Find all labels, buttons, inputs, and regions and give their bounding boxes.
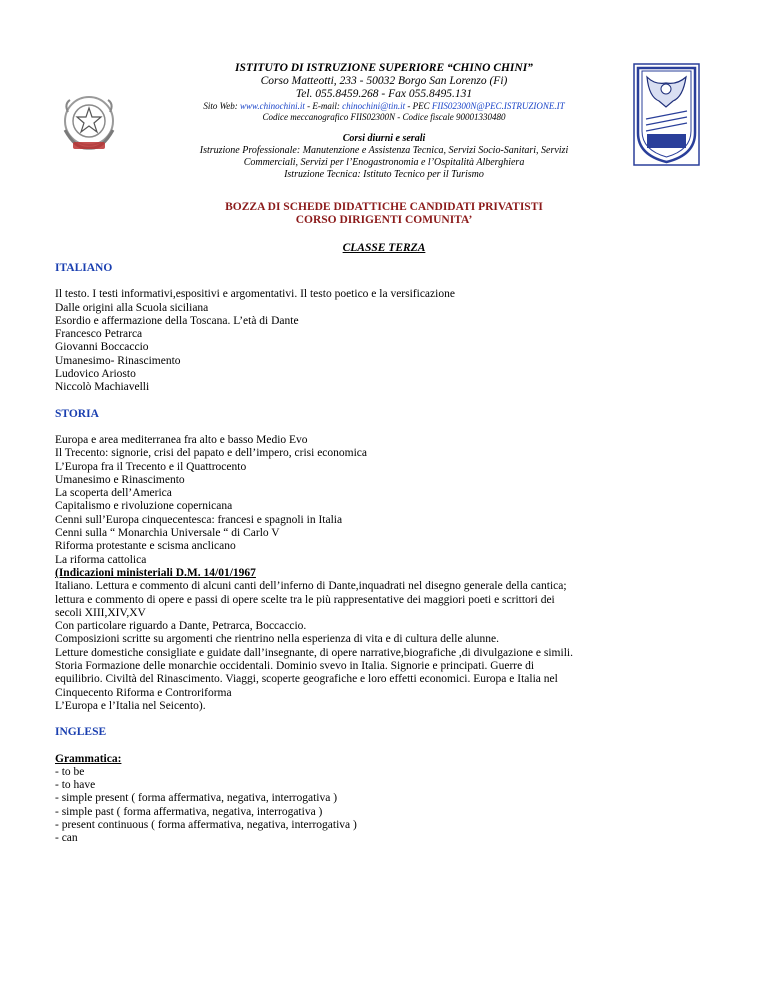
indications-line: Con particolare riguardo a Dante, Petrarca, Boccaccio. [55,620,307,633]
list-item: La scoperta dell’America [55,487,172,500]
section-heading-italiano: ITALIANO [55,262,113,274]
list-item: Europa e area mediterranea fra alto e basso Medio Evo [55,433,308,446]
grammar-heading: Grammatica: [55,752,122,765]
document-title-line-2: CORSO DIRIGENTI COMUNITA’ [295,214,473,226]
list-item: - present continuous ( forma affermativa, negativa, interrogativa ) [55,818,357,831]
inglese-topics [55,753,725,846]
pec-link[interactable]: FIIS02300N@PEC.ISTRUZIONE.IT [431,101,565,111]
school-name: ISTITUTO DI ISTRUZIONE SUPERIORE “CHINO CHINI” [235,62,533,74]
indications-line: equilibrio. Civiltà del Rinascimento. Viaggi, scoperte geografiche e loro effetti economici. Europa e Italia nel [55,673,558,686]
indications-line: L’Europa e l’Italia nel Seicento). [55,699,206,712]
indications-line: Composizioni scritte su argomenti che rientrino nella esperienza di vita e di cultura delle alunne. [55,633,499,646]
syllabus-content [55,262,725,846]
list-item: Riforma protestante e scisma anclicano [55,540,236,553]
list-item: Cenni sulla “ Monarchia Universale “ di Carlo V [55,527,280,540]
list-item: Giovanni Boccaccio [55,341,149,354]
email-label: - E-mail: [304,101,343,111]
courses-line-3: Istruzione Tecnica: Istituto Tecnico per il Turismo [284,169,484,180]
list-item: Il Trecento: signorie, crisi del papato e dell’impero, crisi economica [55,447,368,460]
school-address: Corso Matteotti, 233 - 50032 Borgo San Lorenzo (Fi) [260,75,508,87]
list-item: L’Europa fra il Trecento e il Quattrocento [55,460,247,473]
list-item: Dalle origini alla Scuola siciliana [55,301,209,314]
school-phone: Tel. 055.8459.268 - Fax 055.8495.131 [295,88,473,100]
list-item: - to have [55,779,96,792]
indications-line: Letture domestiche consigliate e guidate dall’insegnante, di opere narrative,biografiche ,di divulgazione e simili. [55,646,573,659]
list-item: - simple present ( forma affermativa, negativa, interrogativa ) [55,792,338,805]
section-heading-inglese: INGLESE [55,726,107,739]
class-title: CLASSE TERZA [342,242,426,254]
web-label: Sito Web: [203,101,240,111]
list-item: Ludovico Ariosto [55,368,136,381]
storia-topics [55,434,725,713]
pec-label: - PEC [405,101,432,111]
website-link[interactable]: www.chinochini.it [240,101,305,111]
document-title [0,201,768,227]
indications-line: Cinquecento Riforma e Controriforma [55,686,232,699]
school-codes: Codice meccanografico FIIS02300N - Codice fiscale 90001330480 [262,112,506,122]
indications-line: secoli XIII,XIV,XV [55,606,146,619]
list-item: Il testo. I testi informativi,espositivi e argomentativi. Il testo poetico e la versificazione [55,288,455,301]
list-item: - can [55,832,78,845]
list-item: Umanesimo e Rinascimento [55,473,185,486]
courses-title: Corsi diurni e serali [342,133,426,144]
courses-line-1: Istruzione Professionale: Manutenzione e Assistenza Tecnica, Servizi Socio-Sanitari, Servizi [199,145,569,156]
institution-header [0,62,768,181]
indications-line: lettura e commento di opere e passi di opere scelte tra le più rappresentative dei maggiori poeti e scrittori dei [55,593,555,606]
indications-line: Storia Formazione delle monarchie occidentali. Dominio svevo in Italia. Signorie e principati. Guerre di [55,660,535,673]
indications-heading: (Indicazioni ministeriali D.M. 14/01/1967 [55,566,256,579]
list-item: La riforma cattolica [55,553,147,566]
indications-line: Italiano. Lettura e commento di alcuni canti dell’inferno di Dante,inquadrati nel disegno generale della cantica; [55,580,567,593]
section-heading-storia: STORIA [55,407,99,420]
document-title-line-1: BOZZA DI SCHEDE DIDATTICHE CANDIDATI PRIVATISTI [225,201,543,213]
list-item: Francesco Petrarca [55,328,143,341]
list-item: Capitalismo e rivoluzione copernicana [55,500,233,513]
italiano-topics [55,288,725,394]
list-item: Niccolò Machiavelli [55,381,150,394]
list-item: Esordio e affermazione della Toscana. L’età di Dante [55,314,299,327]
email-link[interactable]: chinochini@tin.it [342,101,406,111]
list-item: - to be [55,765,85,778]
courses-line-2: Commerciali, Servizi per l’Enogastronomia e l’Ospitalità Alberghiera [243,157,525,168]
list-item: Umanesimo- Rinascimento [55,354,181,367]
list-item: Cenni sull’Europa cinquecentesca: francesi e spagnoli in Italia [55,513,343,526]
list-item: - simple past ( forma affermativa, negativa, interrogativa ) [55,805,323,818]
contact-line [0,101,768,112]
